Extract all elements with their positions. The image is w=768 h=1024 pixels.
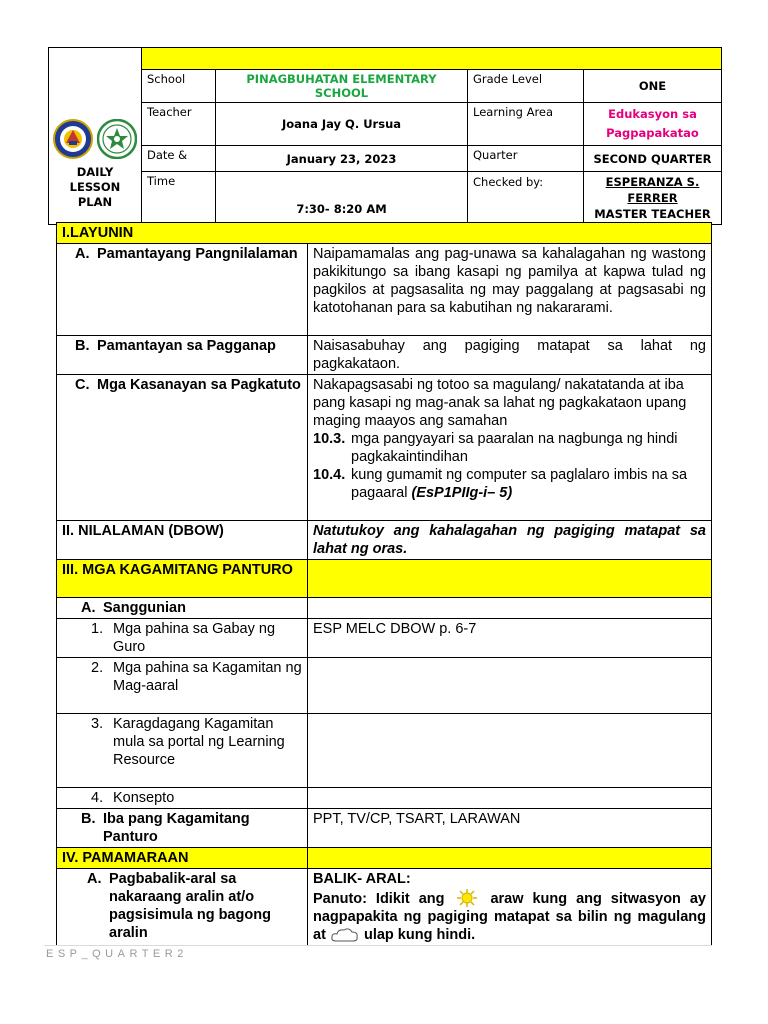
other-materials-value: PPT, TV/CP, TSART, LARAWAN xyxy=(308,809,712,848)
reference-item xyxy=(57,788,308,809)
review-title: BALIK- ARAL: xyxy=(313,871,411,887)
competencies-cell xyxy=(308,375,712,521)
time-label: Time xyxy=(142,172,216,225)
materials-heading-text: III. MGA KAGAMITANG PANTURO xyxy=(62,562,293,578)
reference-value: ESP MELC DBOW p. 6-7 xyxy=(308,619,712,658)
instruction-part-1: Panuto: Idikit ang xyxy=(313,891,445,907)
competency-code-tag: (EsP1PIIg-i– 5) xyxy=(411,485,513,501)
materials-heading-value xyxy=(308,560,712,598)
performance-standard-value: Naisasabuhay ang pagiging matapat sa lahat ng pagkakataon. xyxy=(308,336,712,375)
learning-area-label: Learning Area xyxy=(468,103,584,146)
instruction-part-3: ulap kung hindi. xyxy=(363,927,476,943)
competency-code: 10.4. xyxy=(313,467,346,483)
teacher-label: Teacher xyxy=(142,103,216,146)
learning-area-value: Edukasyon sa Pagpapakatao xyxy=(584,103,722,146)
date-label: Date & xyxy=(142,146,216,172)
footer-divider xyxy=(44,945,712,946)
procedure-heading: IV. PAMAMARAAN xyxy=(57,848,308,869)
review-instruction xyxy=(313,888,706,944)
materials-heading xyxy=(57,560,308,598)
checker-title: MASTER TEACHER xyxy=(594,207,711,221)
references-label: Sanggunian xyxy=(103,600,186,616)
item-letter: A. xyxy=(75,246,90,262)
references-label-cell xyxy=(57,598,308,619)
footer-label: ESP_QUARTER2 xyxy=(46,948,188,960)
competency-sub-item xyxy=(313,430,706,466)
quarter-label: Quarter xyxy=(468,146,584,172)
lesson-plan-table xyxy=(56,222,712,946)
cloud-icon xyxy=(330,926,360,944)
content-standard-label-cell xyxy=(57,244,308,336)
competency-text: mga pangyayari sa paaralan na nagbunga ng hindi pagkakaintindihan xyxy=(351,431,678,465)
other-materials-label-cell xyxy=(57,809,308,848)
content-standard-label: Pamantayang Pangnilalaman xyxy=(97,246,298,262)
review-label-cell xyxy=(57,869,308,946)
school-name: PINAGBUHATAN ELEMENTARY SCHOOL xyxy=(216,70,468,103)
reference-value xyxy=(308,788,712,809)
reference-label: Konsepto xyxy=(113,790,175,806)
performance-standard-label: Pamantayan sa Pagganap xyxy=(97,338,276,354)
reference-number: 1. xyxy=(91,621,104,637)
item-letter: A. xyxy=(81,600,96,616)
teacher-name: Joana Jay Q. Ursua xyxy=(216,103,468,146)
content-standard-value: Naipamamalas ang pag-unawa sa kahalagahan ng wastong pakikitungo sa ibang kasapi ng pamilya at kapwa tulad ng pagkilos at pagsasalita ng may paggalang at pagsasabi ng katotohanan para sa kabutihan ng nakararami. xyxy=(308,244,712,336)
date-value: January 23, 2023 xyxy=(216,146,468,172)
reference-item xyxy=(57,714,308,788)
competency-text-wrap xyxy=(347,466,706,502)
time-value: 7:30- 8:20 AM xyxy=(216,172,468,225)
daily-lesson-plan-label: DAILY LESSON PLAN xyxy=(69,165,121,209)
item-letter: B. xyxy=(75,338,90,354)
reference-label: Karagdagang Kagamitan mula sa portal ng Learning Resource xyxy=(113,716,285,768)
reference-number: 2. xyxy=(91,660,104,676)
checked-by-label: Checked by: xyxy=(468,172,584,225)
reference-item xyxy=(57,619,308,658)
other-materials-label: Iba pang Kagamitang Panturo xyxy=(103,811,250,845)
item-letter: B. xyxy=(81,811,96,827)
grade-level-value: ONE xyxy=(584,70,722,103)
procedure-heading-value xyxy=(308,848,712,869)
reference-label: Mga pahina sa Kagamitan ng Mag-aaral xyxy=(113,660,302,694)
performance-standard-label-cell xyxy=(57,336,308,375)
reference-value xyxy=(308,714,712,788)
checked-by-value xyxy=(584,172,722,225)
reference-item xyxy=(57,658,308,714)
reference-label: Mga pahina sa Gabay ng Guro xyxy=(113,621,276,655)
references-value xyxy=(308,598,712,619)
item-letter: A. xyxy=(87,871,102,887)
quarter-value: SECOND QUARTER xyxy=(584,146,722,172)
header-banner xyxy=(142,48,722,70)
sun-icon xyxy=(453,888,481,908)
competency-sub-item xyxy=(313,466,706,502)
competencies-intro: Nakapagsasabi ng totoo sa magulang/ nakatatanda at iba pang kasapi ng mag-anak sa lahat ng pagkakataon upang maging maayos ang samahan xyxy=(313,377,687,429)
dlp-logo-cell xyxy=(49,48,142,225)
grade-level-label: Grade Level xyxy=(468,70,584,103)
content-value: Natutukoy ang kahalagahan ng pagiging matapat sa lahat ng oras. xyxy=(308,521,712,560)
instruction-part-2: araw kung ang sitwasyon ay nagpapakita ng pagiging matapat sa bilin ng magulang at xyxy=(313,891,707,943)
competency-text: kung gumamit ng computer sa paglalaro imbis na sa pagaaral xyxy=(351,467,688,501)
objectives-heading: I.LAYUNIN xyxy=(57,223,712,244)
reference-number: 3. xyxy=(91,716,104,732)
competencies-label-cell xyxy=(57,375,308,521)
reference-value xyxy=(308,658,712,714)
school-label: School xyxy=(142,70,216,103)
review-cell xyxy=(308,869,712,946)
deped-seal-icon xyxy=(53,119,93,159)
review-label: Pagbabalik-aral sa nakaraang aralin at/o pagsisimula ng bagong aralin xyxy=(109,871,271,941)
competency-code: 10.3. xyxy=(313,431,346,447)
item-letter: C. xyxy=(75,377,90,393)
content-heading: II. NILALAMAN (DBOW) xyxy=(57,521,308,560)
header-table xyxy=(48,47,722,225)
school-seal-icon xyxy=(97,119,137,159)
competencies-label: Mga Kasanayan sa Pagkatuto xyxy=(97,377,301,393)
reference-number: 4. xyxy=(91,790,104,806)
checker-name: ESPERANZA S. FERRER xyxy=(605,175,700,205)
